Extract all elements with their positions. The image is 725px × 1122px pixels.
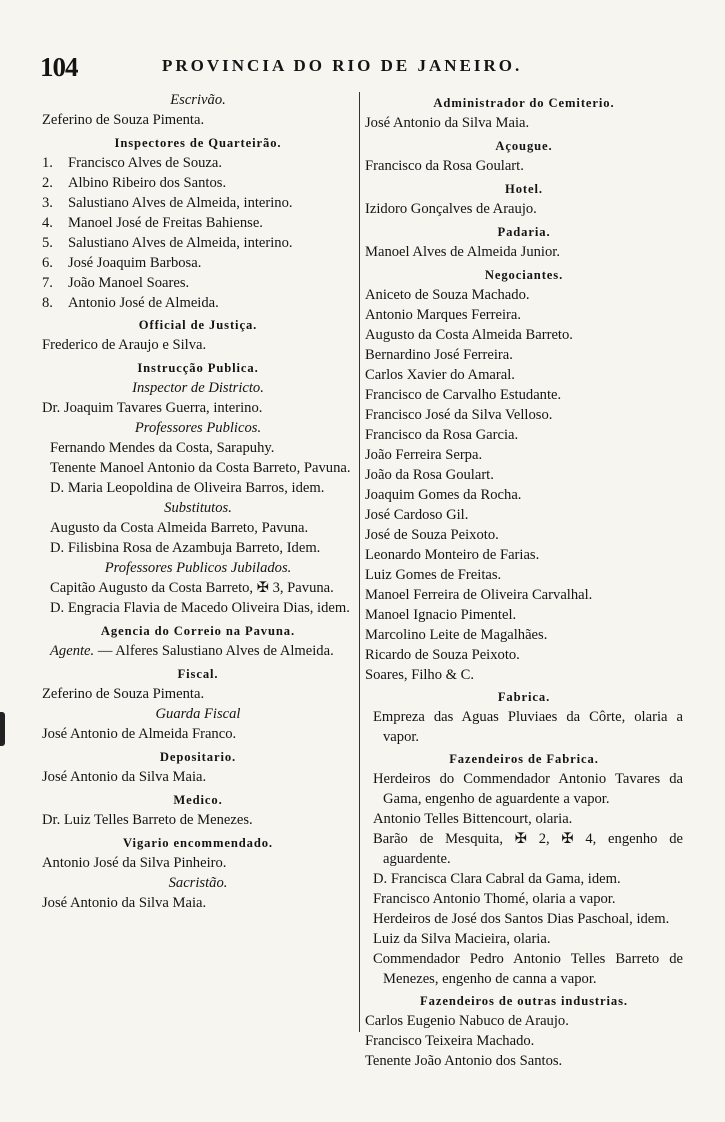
item-name: Francisco Alves de Souza. — [68, 155, 223, 171]
list-item — [42, 173, 354, 193]
list-item: José Cardoso Gil. — [365, 507, 469, 523]
list-item: Capitão Augusto da Costa Barreto, ✠ 3, Pavuna. — [50, 580, 334, 596]
item-number: 4. — [42, 215, 53, 231]
section-heading-fazendeiros-fabrica: Fazendeiros de Fabrica. — [449, 752, 599, 766]
list-item — [42, 253, 354, 273]
entry-official: Frederico de Araujo e Silva. — [42, 337, 207, 353]
list-item — [42, 273, 354, 293]
item-name: Manoel José de Freitas Bahiense. — [68, 215, 263, 231]
list-item: Manoel Ferreira de Oliveira Carvalhal. — [365, 587, 593, 603]
entry-inspector-districto: Dr. Joaquim Tavares Guerra, interino. — [42, 400, 263, 416]
item-number: 7. — [42, 275, 53, 291]
section-heading-fazendeiros-outras: Fazendeiros de outras industrias. — [420, 994, 628, 1008]
entry-agencia — [42, 641, 354, 661]
list-item: João Ferreira Serpa. — [365, 447, 483, 463]
list-item: D. Engracia Flavia de Macedo Oliveira Dias, idem. — [50, 600, 350, 616]
list-item: D. Filisbina Rosa de Azambuja Barreto, Idem. — [50, 540, 321, 556]
list-item: Carlos Xavier do Amaral. — [365, 367, 515, 383]
list-item: Bernardino José Ferreira. — [365, 347, 513, 363]
item-number: 2. — [42, 175, 53, 191]
list-item — [42, 293, 354, 313]
list-item — [42, 153, 354, 173]
list-item: Fernando Mendes da Costa, Sarapuhy. — [50, 440, 275, 456]
entry-medico: Dr. Luiz Telles Barreto de Menezes. — [42, 812, 253, 828]
list-item: D. Francisca Clara Cabral da Gama, idem. — [373, 871, 621, 887]
section-heading-acougue: Açougue. — [495, 139, 553, 153]
section-heading-fabrica: Fabrica. — [497, 690, 551, 704]
list-item: Marcolino Leite de Magalhães. — [365, 627, 548, 643]
list-item: Francisco de Carvalho Estudante. — [365, 387, 562, 403]
list-item: Francisco Antonio Thomé, olaria a vapor. — [373, 891, 616, 907]
list-item — [42, 233, 354, 253]
subheading-substitutos: Substitutos. — [164, 500, 232, 516]
list-item: Tenente Manoel Antonio da Costa Barreto, Pavuna. — [50, 460, 351, 476]
item-number: 1. — [42, 155, 53, 171]
list-item: José de Souza Peixoto. — [365, 527, 499, 543]
list-item: Francisco da Rosa Garcia. — [365, 427, 519, 443]
inspectores-list — [42, 153, 354, 313]
section-heading-hotel: Hotel. — [505, 182, 543, 196]
entry-depositario: José Antonio da Silva Maia. — [42, 769, 207, 785]
list-item: Augusto da Costa Almeida Barreto. — [365, 327, 573, 343]
item-name: Salustiano Alves de Almeida, interino. — [68, 195, 293, 211]
list-item: Luiz Gomes de Freitas. — [365, 567, 502, 583]
binding-mark — [0, 712, 5, 746]
item-number: 6. — [42, 255, 53, 271]
list-item: Augusto da Costa Almeida Barreto, Pavuna. — [50, 520, 309, 536]
section-heading-cemiterio: Administrador do Cemiterio. — [433, 96, 615, 110]
negociantes-list — [365, 285, 683, 685]
list-item: Carlos Eugenio Nabuco de Araujo. — [365, 1013, 569, 1029]
subheading-sacristao: Sacristão. — [168, 875, 228, 891]
section-heading-agencia: Agencia do Correio na Pavuna. — [100, 624, 296, 638]
entry-fabrica: Empreza das Aguas Pluviaes da Côrte, olaria a vapor. — [373, 709, 683, 745]
column-divider — [359, 92, 360, 1032]
subheading-inspector-districto: Inspector de Districto. — [132, 380, 264, 396]
page-title: PROVINCIA DO RIO DE JANEIRO. — [162, 56, 523, 75]
entry-escrivao: Zeferino de Souza Pimenta. — [42, 112, 205, 128]
item-number: 3. — [42, 195, 53, 211]
entry-sacristao: José Antonio da Silva Maia. — [42, 895, 207, 911]
section-heading-depositario: Depositario. — [159, 750, 237, 764]
list-item: Herdeiros do Commendador Antonio Tavares da Gama, engenho de aguardente a vapor. — [373, 771, 683, 807]
list-item: João da Rosa Goulart. — [365, 467, 494, 483]
right-column — [365, 90, 683, 1071]
section-heading-escrivao: Escrivão. — [170, 92, 226, 108]
list-item — [42, 213, 354, 233]
page-header — [0, 52, 725, 86]
list-item: Ricardo de Souza Peixoto. — [365, 647, 520, 663]
list-item: Commendador Pedro Antonio Telles Barreto de Menezes, engenho de canna a vapor. — [373, 951, 683, 987]
item-name: José Joaquim Barbosa. — [68, 255, 202, 271]
item-name: Salustiano Alves de Almeida, interino. — [68, 235, 293, 251]
list-item: Antonio Marques Ferreira. — [365, 307, 522, 323]
section-heading-vigario: Vigario encommendado. — [123, 836, 273, 850]
section-heading-instrucao: Instrucção Publica. — [137, 361, 259, 375]
section-heading-fiscal: Fiscal. — [177, 667, 219, 681]
entry-padaria: Manoel Alves de Almeida Junior. — [365, 244, 560, 260]
list-item: Joaquim Gomes da Rocha. — [365, 487, 522, 503]
entry-vigario: Antonio José da Silva Pinheiro. — [42, 855, 227, 871]
entry-cemiterio: José Antonio da Silva Maia. — [365, 115, 530, 131]
agente-label: Agente. — [50, 643, 95, 659]
list-item: Francisco José da Silva Velloso. — [365, 407, 553, 423]
list-item: Soares, Filho & C. — [365, 667, 475, 683]
item-name: João Manoel Soares. — [68, 275, 190, 291]
list-item — [42, 193, 354, 213]
entry-hotel: Izidoro Gonçalves de Araujo. — [365, 201, 537, 217]
entry-guarda: José Antonio de Almeida Franco. — [42, 726, 237, 742]
list-item: Tenente João Antonio dos Santos. — [365, 1053, 563, 1069]
page-number: 104 — [40, 52, 78, 82]
list-item: Barão de Mesquita, ✠ 2, ✠ 4, engenho de aguardente. — [373, 831, 683, 867]
section-heading-padaria: Padaria. — [497, 225, 551, 239]
section-heading-negociantes: Negociantes. — [484, 268, 564, 282]
subheading-guarda: Guarda Fiscal — [155, 706, 241, 722]
left-column — [42, 90, 354, 913]
list-item: Luiz da Silva Macieira, olaria. — [373, 931, 551, 947]
item-name: Antonio José de Almeida. — [68, 295, 219, 311]
subheading-professores: Professores Publicos. — [134, 420, 262, 436]
list-item: Manoel Ignacio Pimentel. — [365, 607, 517, 623]
subheading-jubilados: Professores Publicos Jubilados. — [104, 560, 292, 576]
item-number: 8. — [42, 295, 53, 311]
section-heading-official: Official de Justiça. — [138, 318, 258, 332]
list-item: Aniceto de Souza Machado. — [365, 287, 530, 303]
section-heading-medico: Medico. — [173, 793, 223, 807]
entry-acougue: Francisco da Rosa Goulart. — [365, 158, 524, 174]
list-item: Francisco Teixeira Machado. — [365, 1033, 535, 1049]
section-heading-inspectores: Inspectores de Quarteirão. — [114, 136, 282, 150]
list-item: D. Maria Leopoldina de Oliveira Barros, idem. — [50, 480, 325, 496]
agente-text: — Alferes Salustiano Alves de Almeida. — [94, 643, 334, 659]
list-item: Antonio Telles Bittencourt, olaria. — [373, 811, 573, 827]
item-number: 5. — [42, 235, 53, 251]
entry-fiscal: Zeferino de Souza Pimenta. — [42, 686, 205, 702]
list-item: Herdeiros de José dos Santos Dias Paschoal, idem. — [373, 911, 670, 927]
item-name: Albino Ribeiro dos Santos. — [68, 175, 227, 191]
list-item: Leonardo Monteiro de Farias. — [365, 547, 540, 563]
